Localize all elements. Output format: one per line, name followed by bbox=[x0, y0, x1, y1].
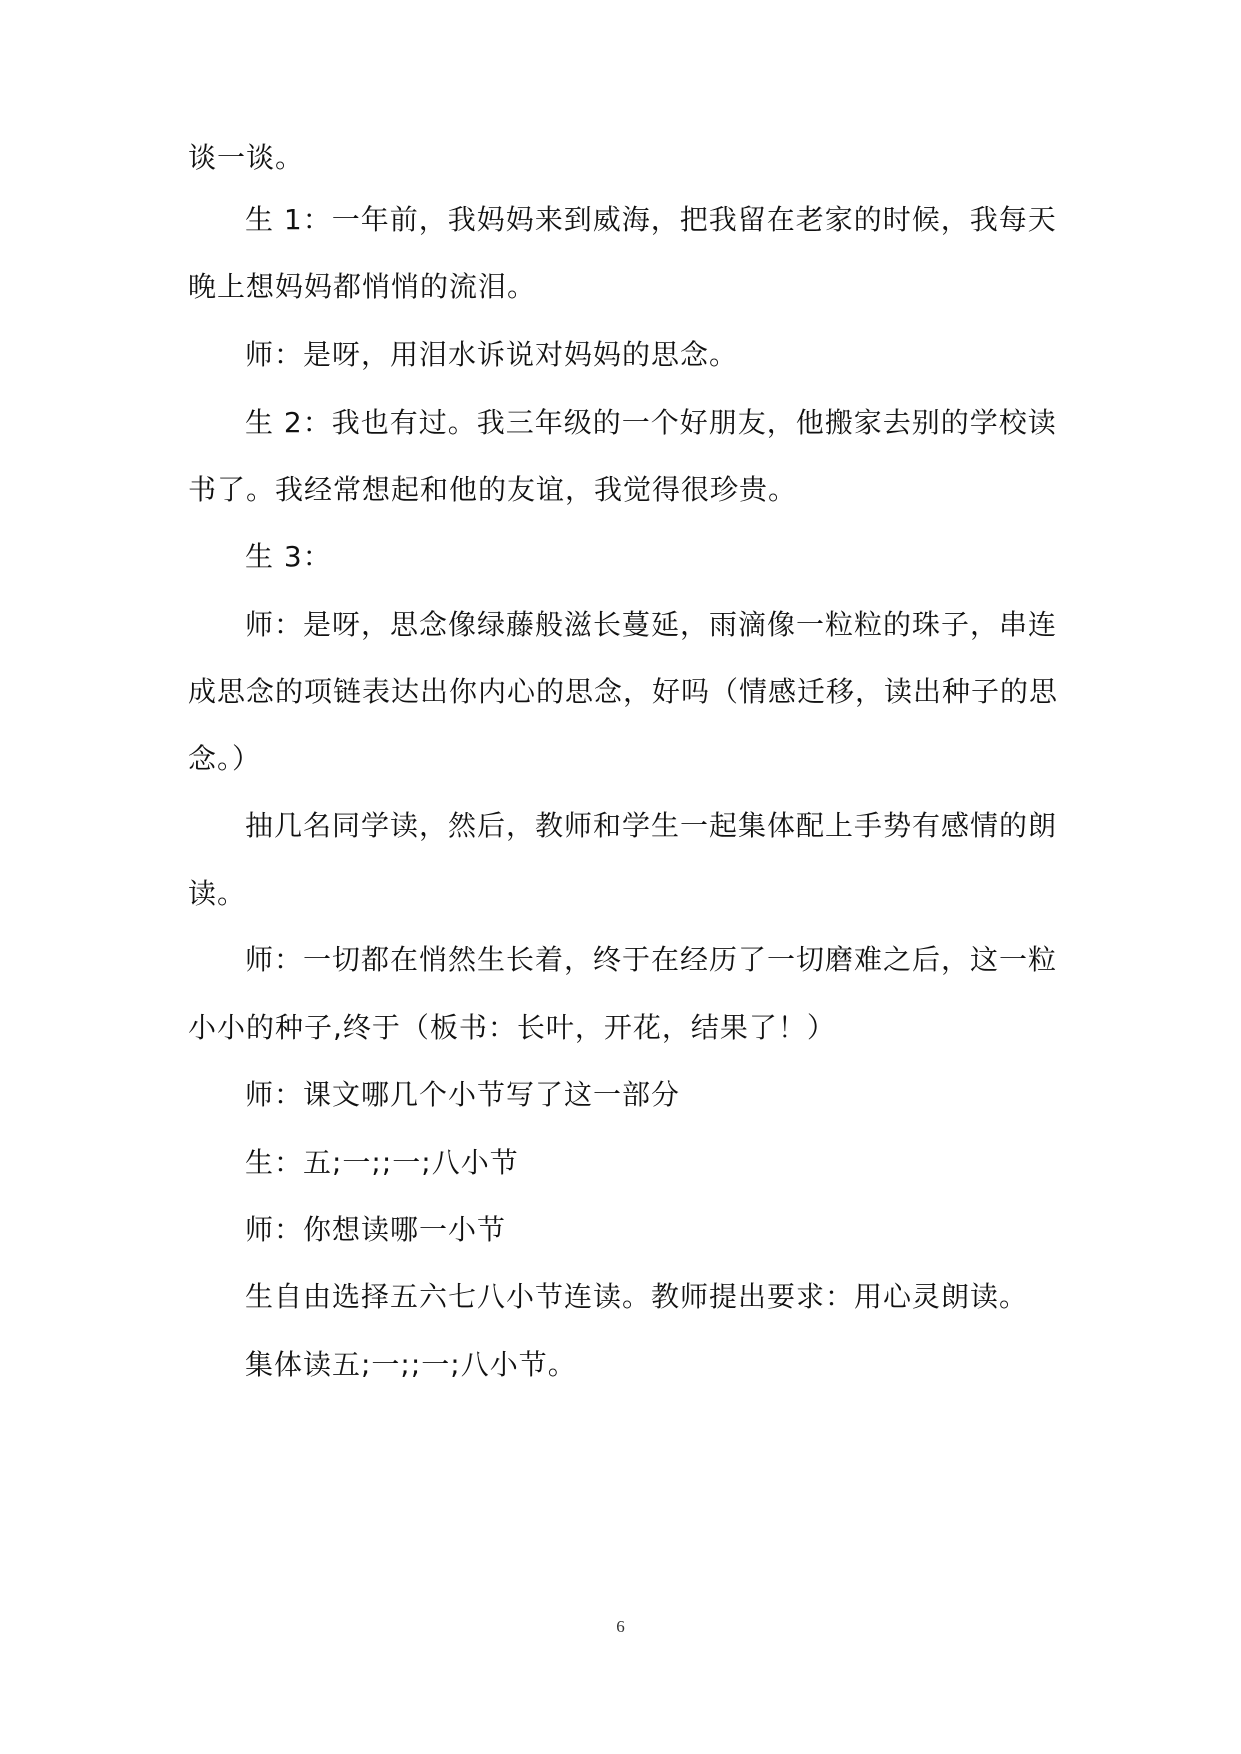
text-line: 书了。我经常想起和他的友谊，我觉得很珍贵。 bbox=[188, 473, 798, 506]
text-line: 晚上想妈妈都悄悄的流泪。 bbox=[188, 270, 537, 303]
text-line: 师：你想读哪一小节 bbox=[245, 1213, 507, 1246]
text-line: 成思念的项链表达出你内心的思念，好吗（情感迁移，读出种子的思 bbox=[188, 675, 1059, 708]
text-line: 小小的种子,终于（板书：长叶，开花，结果了！） bbox=[188, 1011, 836, 1044]
text-line: 师：是呀，用泪水诉说对妈妈的思念。 bbox=[245, 338, 739, 371]
text-line: 念。） bbox=[188, 742, 262, 775]
text-line: 集体读五;一;;一;八小节。 bbox=[245, 1348, 577, 1381]
text-line: 师：一切都在悄然生长着，终于在经历了一切磨难之后，这一粒 bbox=[245, 943, 1058, 976]
text-line: 师：是呀，思念像绿藤般滋长蔓延，雨滴像一粒粒的珠子，串连 bbox=[245, 608, 1058, 641]
text-line: 生 3： bbox=[245, 540, 332, 573]
text-line: 抽几名同学读，然后，教师和学生一起集体配上手势有感情的朗 bbox=[245, 809, 1058, 842]
text-line: 谈一谈。 bbox=[188, 141, 305, 174]
text-line: 读。 bbox=[188, 877, 247, 910]
page-number: 6 bbox=[616, 1617, 625, 1636]
text-line: 生：五;一;;一;八小节 bbox=[245, 1146, 519, 1179]
text-line: 生 2：我也有过。我三年级的一个好朋友，他搬家去别的学校读 bbox=[245, 406, 1057, 439]
text-line: 生 1：一年前，我妈妈来到威海，把我留在老家的时候，我每天 bbox=[245, 203, 1057, 236]
text-line: 生自由选择五六七八小节连读。教师提出要求：用心灵朗读。 bbox=[245, 1280, 1029, 1313]
text-line: 师：课文哪几个小节写了这一部分 bbox=[245, 1078, 681, 1111]
